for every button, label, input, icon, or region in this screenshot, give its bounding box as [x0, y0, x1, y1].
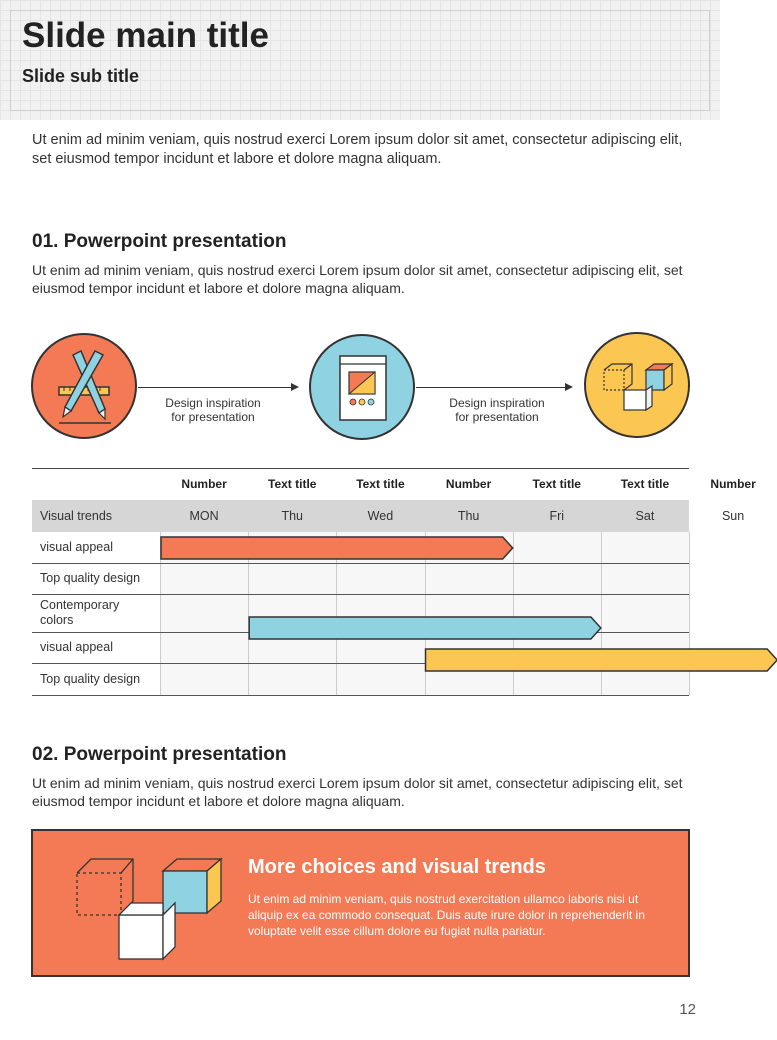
flow-label-1: Design inspiration for presentation: [165, 396, 261, 424]
callout-title: More choices and visual trends: [248, 856, 546, 878]
page-subtitle: Slide sub title: [22, 66, 140, 86]
gantt-bar: [249, 617, 601, 639]
visual-trends-label: Visual trends: [40, 509, 113, 523]
flow-label-2: Design inspiration for presentation: [449, 396, 545, 424]
section-2-text: Ut enim ad minim veniam, quis nostrud exerci Lorem ipsum dolor sit amet, consectetur adipiscing elit, set eiusmod tempor incidunt et labore et dolore magna aliquam.: [32, 775, 683, 809]
day-cell: Thu: [281, 509, 304, 523]
section-1-title: 01. Powerpoint presentation: [32, 231, 287, 252]
gantt-bar: [161, 537, 513, 559]
row-label: Contemporary colors: [40, 598, 120, 627]
page-number: 12: [679, 1001, 696, 1018]
day-cell: Thu: [457, 509, 480, 523]
section-2-title: 02. Powerpoint presentation: [32, 744, 287, 765]
column-header: Text title: [268, 477, 317, 491]
row-label: visual appeal: [40, 640, 113, 654]
day-cell: Sun: [721, 509, 745, 523]
page-title: Slide main title: [22, 16, 269, 55]
day-cell: Wed: [367, 509, 394, 523]
row-label: Top quality design: [40, 671, 141, 686]
day-cell: MON: [189, 509, 219, 523]
column-header: Number: [445, 477, 492, 491]
row-label: visual appeal: [40, 540, 113, 554]
column-header: Text title: [620, 477, 670, 491]
day-cell: Fri: [549, 509, 565, 523]
gantt-bar: [426, 649, 777, 671]
section-1-text: Ut enim ad minim veniam, quis nostrud exerci Lorem ipsum dolor sit amet, consectetur adipiscing elit, set eiusmod tempor incidunt et labore et dolore magna aliquam.: [32, 262, 683, 296]
column-header: Number: [181, 477, 227, 491]
column-header: Number: [710, 477, 756, 491]
callout-text: Ut enim ad minim veniam, quis nostrud exercitation ullamco laboris nisi ut aliquip ex ea commodo consequat. Duis aute irure dolor in reprehenderit in voluptate velit esse cillum dolore eu fugiat nulla pariatur.: [248, 892, 645, 938]
column-header: Text title: [356, 477, 405, 491]
cubes-icon: [33, 831, 233, 979]
column-header: Text title: [532, 477, 581, 491]
row-label: Top quality design: [40, 571, 141, 585]
day-cell: Sat: [635, 509, 655, 523]
intro-paragraph: Ut enim ad minim veniam, quis nostrud exerci Lorem ipsum dolor sit amet, consectetur adipiscing elit, set eiusmod tempor incidunt et labore et dolore magna aliquam.: [32, 132, 683, 167]
